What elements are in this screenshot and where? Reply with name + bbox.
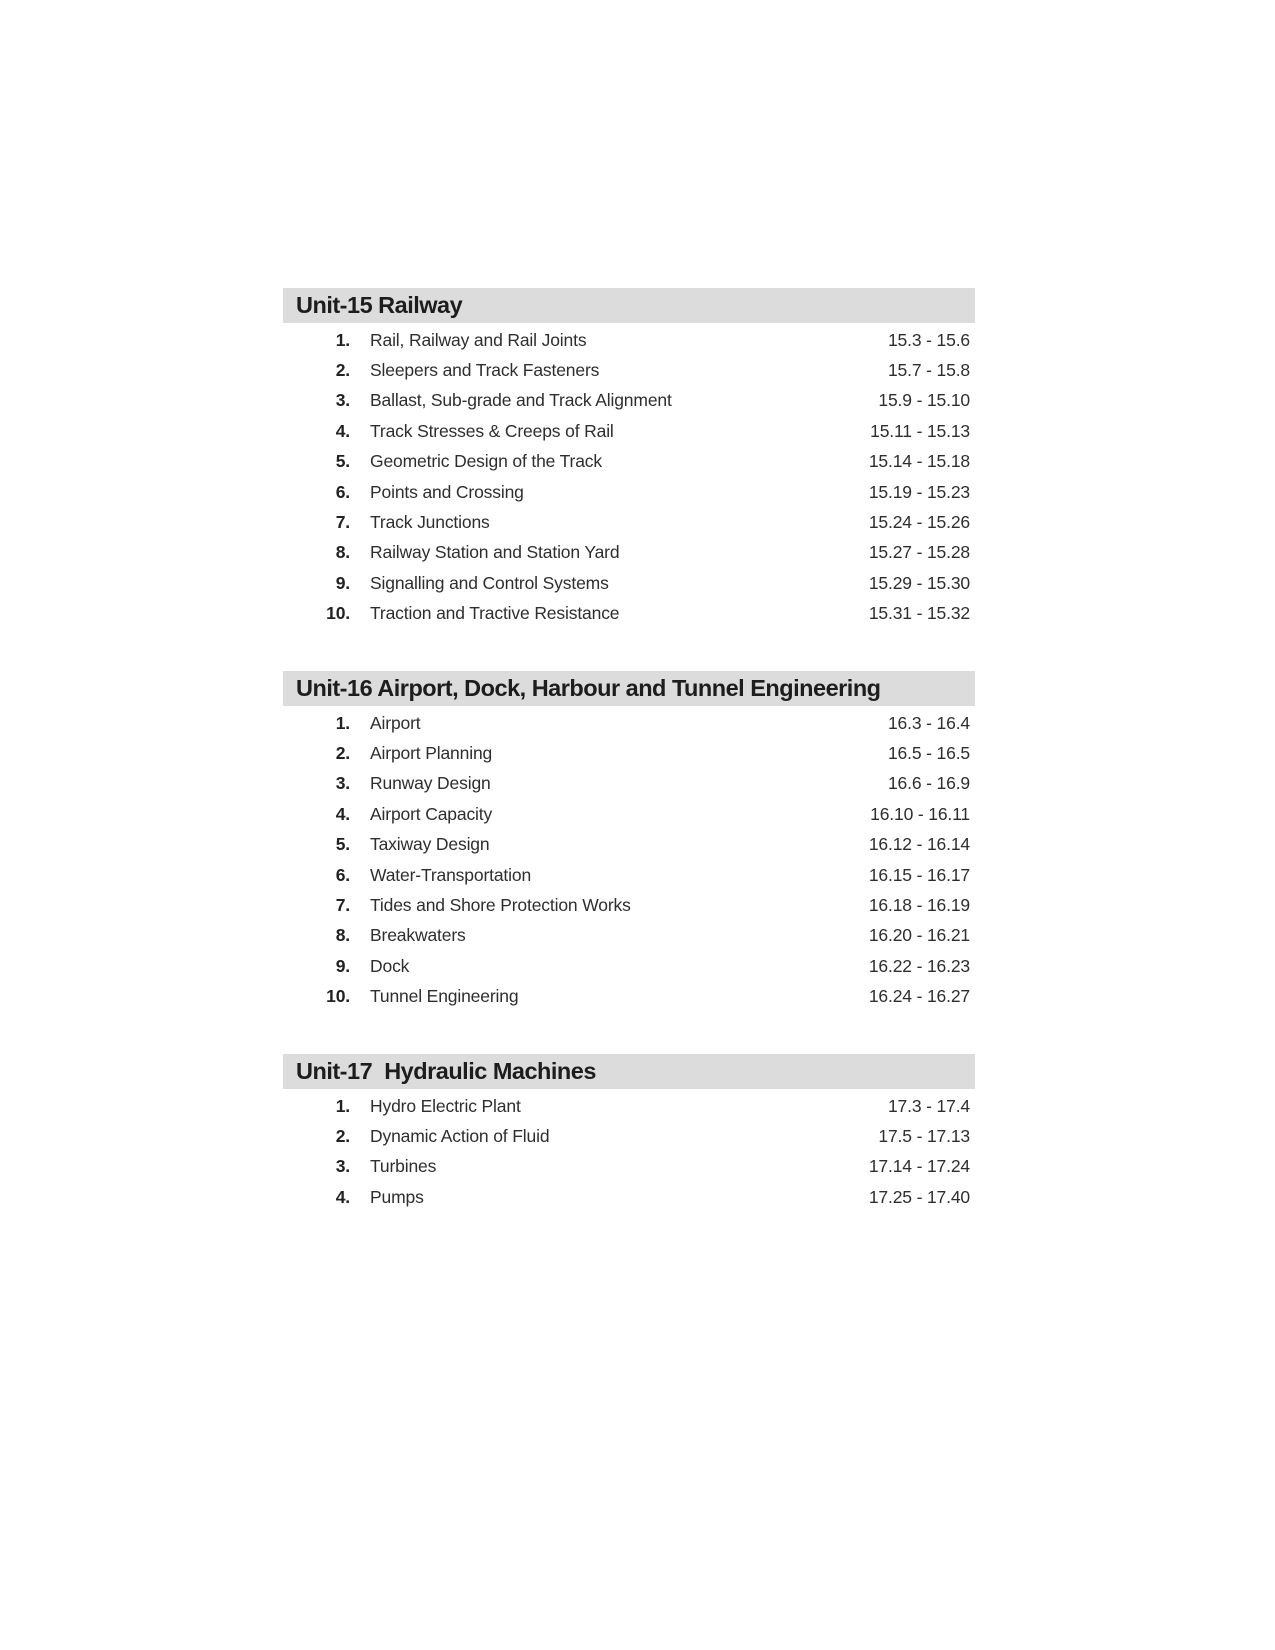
chapter-row — [283, 799, 975, 829]
chapter-number: 2. — [335, 1125, 350, 1146]
chapter-title: Turbines — [370, 1156, 437, 1177]
chapter-page-range: 17.5 - 17.13 — [878, 1125, 970, 1146]
chapter-number: 10. — [326, 603, 350, 624]
chapter-number: 5. — [335, 451, 350, 472]
chapter-row — [283, 890, 975, 920]
chapter-page-range: 16.5 - 16.5 — [887, 742, 970, 763]
unit-header — [283, 1054, 975, 1089]
chapter-title: Runway Design — [370, 773, 491, 794]
chapter-number: 3. — [335, 773, 350, 794]
chapter-page-range: 15.7 - 15.8 — [887, 360, 970, 381]
chapter-title: Dock — [370, 955, 410, 976]
unit-section — [283, 1054, 975, 1213]
chapter-row — [283, 981, 975, 1011]
chapter-number: 4. — [335, 420, 350, 441]
chapter-page-range: 16.3 - 16.4 — [887, 712, 970, 733]
chapter-row — [283, 921, 975, 951]
chapter-row — [283, 860, 975, 890]
chapter-title: Water-Transportation — [370, 864, 532, 885]
chapter-row — [283, 447, 975, 477]
chapter-row — [283, 1182, 975, 1212]
chapter-row — [283, 416, 975, 446]
chapter-title: Airport — [370, 712, 421, 733]
chapter-page-range: 16.6 - 16.9 — [887, 773, 970, 794]
chapter-page-range: 16.18 - 16.19 — [868, 894, 970, 915]
chapter-number: 6. — [335, 864, 350, 885]
chapter-title: Airport Capacity — [370, 803, 493, 824]
chapter-number: 8. — [335, 542, 350, 563]
chapter-page-range: 15.31 - 15.32 — [868, 603, 970, 624]
chapter-number: 9. — [335, 955, 350, 976]
chapter-row — [283, 538, 975, 568]
chapter-page-range: 16.15 - 16.17 — [868, 864, 970, 885]
chapter-page-range: 16.22 - 16.23 — [868, 955, 970, 976]
chapter-row — [283, 738, 975, 768]
chapter-title: Points and Crossing — [370, 481, 524, 502]
chapter-title: Track Junctions — [370, 512, 490, 533]
chapter-row — [283, 1091, 975, 1121]
chapter-title: Sleepers and Track Fasteners — [370, 360, 600, 381]
chapter-page-range: 16.24 - 16.27 — [868, 986, 970, 1007]
chapter-page-range: 17.25 - 17.40 — [868, 1186, 970, 1207]
chapter-number: 7. — [335, 894, 350, 915]
chapter-title: Rail, Railway and Rail Joints — [370, 329, 587, 350]
chapter-row — [283, 951, 975, 981]
chapter-row — [283, 355, 975, 385]
chapter-title: Railway Station and Station Yard — [370, 542, 620, 563]
chapter-page-range: 17.14 - 17.24 — [868, 1156, 970, 1177]
chapter-list — [283, 325, 975, 629]
chapter-number: 3. — [335, 390, 350, 411]
chapter-title: Hydro Electric Plant — [370, 1095, 521, 1116]
chapter-list — [283, 708, 975, 1012]
chapter-title: Track Stresses & Creeps of Rail — [370, 420, 614, 441]
unit-title: Unit-15 Railway — [296, 292, 463, 318]
chapter-row — [283, 386, 975, 416]
chapter-page-range: 15.9 - 15.10 — [878, 390, 970, 411]
chapter-row — [283, 708, 975, 738]
chapter-title: Tunnel Engineering — [370, 986, 519, 1007]
chapter-row — [283, 829, 975, 859]
chapter-title: Tides and Shore Protection Works — [370, 894, 631, 915]
chapter-number: 8. — [335, 925, 350, 946]
chapter-number: 10. — [326, 986, 350, 1007]
chapter-row — [283, 568, 975, 598]
chapter-number: 2. — [335, 360, 350, 381]
chapter-row — [283, 599, 975, 629]
chapter-title: Taxiway Design — [370, 834, 490, 855]
chapter-page-range: 15.14 - 15.18 — [868, 451, 970, 472]
chapter-row — [283, 507, 975, 537]
chapter-row — [283, 1121, 975, 1151]
chapter-page-range: 15.24 - 15.26 — [868, 512, 970, 533]
chapter-title: Geometric Design of the Track — [370, 451, 602, 472]
chapter-page-range: 17.3 - 17.4 — [887, 1095, 970, 1116]
unit-title: Unit-17 Hydraulic Machines — [296, 1057, 596, 1084]
chapter-number: 1. — [335, 1095, 350, 1116]
chapter-number: 4. — [335, 803, 350, 824]
chapter-page-range: 15.19 - 15.23 — [868, 481, 970, 502]
chapter-number: 4. — [335, 1186, 350, 1207]
chapter-row — [283, 325, 975, 355]
chapter-row — [283, 769, 975, 799]
chapter-title: Dynamic Action of Fluid — [370, 1125, 550, 1146]
chapter-number: 1. — [335, 712, 350, 733]
chapter-page-range: 15.27 - 15.28 — [868, 542, 970, 563]
chapter-page-range: 15.29 - 15.30 — [868, 572, 970, 593]
chapter-number: 9. — [335, 572, 350, 593]
chapter-page-range: 16.10 - 16.11 — [870, 803, 970, 824]
chapter-page-range: 15.11 - 15.13 — [870, 420, 970, 441]
chapter-number: 7. — [335, 512, 350, 533]
unit-section — [283, 671, 975, 1012]
unit-section — [283, 288, 975, 629]
chapter-row — [283, 477, 975, 507]
chapter-page-range: 16.20 - 16.21 — [868, 925, 970, 946]
chapter-title: Airport Planning — [370, 742, 493, 763]
chapter-title: Traction and Tractive Resistance — [370, 603, 620, 624]
chapter-title: Ballast, Sub-grade and Track Alignment — [370, 390, 672, 411]
chapter-number: 1. — [335, 329, 350, 350]
unit-header — [283, 671, 975, 706]
chapter-title: Signalling and Control Systems — [370, 572, 609, 593]
unit-title: Unit-16 Airport, Dock, Harbour and Tunnel Engineering — [296, 674, 881, 701]
chapter-page-range: 15.3 - 15.6 — [887, 329, 970, 350]
toc-content — [283, 288, 975, 1254]
chapter-number: 5. — [335, 834, 350, 855]
chapter-number: 6. — [335, 481, 350, 502]
chapter-page-range: 16.12 - 16.14 — [868, 834, 970, 855]
chapter-list — [283, 1091, 975, 1213]
chapter-number: 2. — [335, 742, 350, 763]
chapter-number: 3. — [335, 1156, 350, 1177]
unit-header — [283, 288, 975, 323]
chapter-title: Breakwaters — [370, 925, 466, 946]
chapter-row — [283, 1152, 975, 1182]
chapter-title: Pumps — [370, 1186, 424, 1207]
